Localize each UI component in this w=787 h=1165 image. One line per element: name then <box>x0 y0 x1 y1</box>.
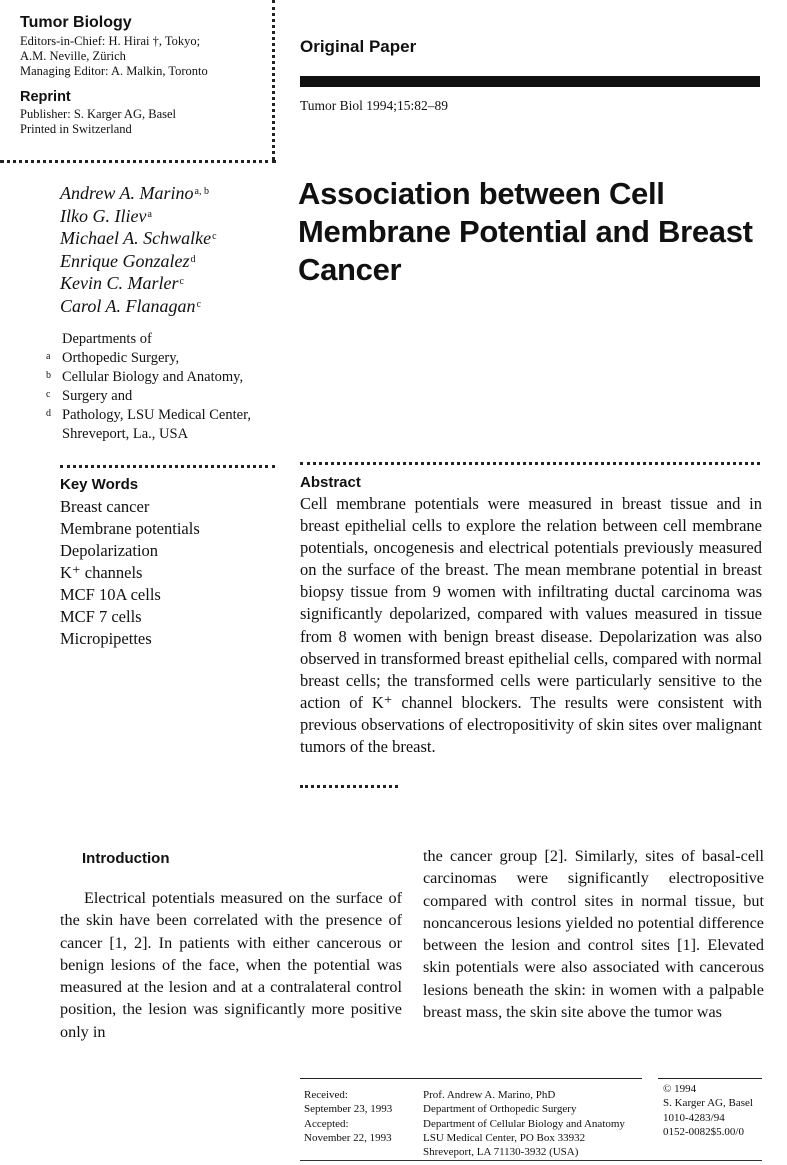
affiliation-item <box>46 406 286 425</box>
author-name: Andrew A. Marino <box>60 183 194 203</box>
journal-title: Tumor Biology <box>20 14 132 31</box>
address-line: Department of Cellular Biology and Anatomy <box>423 1117 625 1130</box>
author <box>60 272 280 295</box>
journal-info-box <box>20 14 270 137</box>
author-list <box>60 182 280 317</box>
received-date: September 23, 1993 <box>304 1103 393 1116</box>
affiliation-mark: c <box>46 389 51 400</box>
author-affiliation-mark: d <box>190 253 196 265</box>
copyright-block <box>663 1082 773 1139</box>
keyword: Membrane potentials <box>60 519 200 538</box>
box-dotted-border <box>272 0 275 160</box>
paper-title: Association between Cell Membrane Potential and Breast Cancer <box>298 176 753 287</box>
copyright-line: 1010-4283/94 <box>663 1111 725 1124</box>
author <box>60 205 280 228</box>
footer-bottom-rule <box>300 1160 762 1161</box>
author-name: Carol A. Flanagan <box>60 295 196 316</box>
author-affiliation-mark: c <box>179 276 184 287</box>
address-line: Department of Orthopedic Surgery <box>423 1103 577 1116</box>
author-name: Kevin C. Marler <box>60 273 179 293</box>
affiliation-item <box>46 425 286 444</box>
keyword: MCF 10A cells <box>60 585 161 604</box>
footer-rule <box>658 1078 762 1079</box>
author-affiliation-mark: a <box>147 208 152 220</box>
affiliation-mark: d <box>46 408 51 419</box>
abstract-end-divider <box>300 785 398 788</box>
abstract-section <box>300 474 762 758</box>
author <box>60 250 280 273</box>
affiliation-mark: a <box>46 351 51 362</box>
abstract-heading: Abstract <box>300 474 361 491</box>
author-name: Ilko G. Iliev <box>60 205 147 226</box>
author-affiliation-mark: a, b <box>194 186 209 197</box>
affiliation-item <box>46 368 286 387</box>
author-affiliation-mark: c <box>212 231 217 242</box>
printed-line: Printed in Switzerland <box>20 122 132 136</box>
reprint-label: Reprint <box>20 89 71 105</box>
affiliation-item <box>46 387 286 406</box>
journal-editor-line: Managing Editor: A. Malkin, Toronto <box>20 64 208 78</box>
keywords-divider <box>60 465 275 468</box>
section-label: Original Paper <box>300 37 417 56</box>
accepted-label: Accepted: <box>304 1117 349 1130</box>
correspondence-address <box>423 1088 653 1159</box>
journal-editor-line: Editors-in-Chief: H. Hirai †, Tokyo; <box>20 34 201 48</box>
author-name: Michael A. Schwalke <box>60 228 212 248</box>
introduction-heading: Introduction <box>82 850 170 867</box>
affiliation-text: Cellular Biology and Anatomy, <box>62 369 244 385</box>
author <box>60 295 280 318</box>
author-affiliation-mark: c <box>196 298 201 310</box>
accepted-date: November 22, 1993 <box>304 1131 392 1144</box>
address-line: LSU Medical Center, PO Box 33932 <box>423 1131 586 1144</box>
keyword: Breast cancer <box>60 497 150 516</box>
keywords-heading: Key Words <box>60 476 139 493</box>
keyword: K⁺ channels <box>60 563 143 582</box>
introduction-column-right: the cancer group [2]. Similarly, sites of basal-cell carcinomas were significantly electropositive compared with control sites in normal tissue, but noncancerous lesions yielded no potential difference between the lesion and control sites [1]. Elevated skin potentials were also associated with cancerous lesions beneath the skin: in women with a palpable breast mass, the skin site above the tumor was <box>423 847 764 1022</box>
box-dotted-border <box>0 160 276 163</box>
affiliation-text: Surgery and <box>62 388 133 404</box>
affiliation-mark: b <box>46 370 51 381</box>
keyword: MCF 7 cells <box>60 607 142 626</box>
affiliations <box>46 330 286 444</box>
journal-editor-line: A.M. Neville, Zürich <box>20 49 126 63</box>
abstract-divider <box>300 462 760 465</box>
affiliation-text: Orthopedic Surgery, <box>62 350 180 366</box>
footer-rule <box>300 1078 642 1079</box>
affiliation-text: Pathology, LSU Medical Center, <box>62 407 251 423</box>
author <box>60 227 280 250</box>
author-name: Enrique Gonzalez <box>60 250 190 271</box>
affiliation-text: Shreveport, La., USA <box>62 426 189 442</box>
copyright-line: © 1994 <box>663 1083 697 1095</box>
author <box>60 182 280 205</box>
abstract-text: Cell membrane potentials were measured in breast tissue and in breast epithelial cells to explore the relation between cell membrane potentials, oncogenesis and electrical potentials previously measured on the surface of the breast. The mean membrane potential in breast biopsy tissue from 9 women with infiltrating ductal carcinoma was significantly depolarized, compared with values measured in tissue from 8 women with benign breast disease. Depolarization was also observed in transformed breast epithelial cells, compared with normal breast cells; the transformed cells were particularly sensitive to the action of K⁺ channel blockers. The results were consistent with previous observations of electropositivity of skin sites over malignant tumors of the breast. <box>300 494 762 757</box>
affiliation-intro: Departments of <box>62 331 152 347</box>
received-dates <box>304 1088 414 1145</box>
copyright-line: S. Karger AG, Basel <box>663 1097 753 1110</box>
copyright-line: 0152-0082$5.00/0 <box>663 1125 744 1138</box>
introduction-column-left: Electrical potentials measured on the surface of the skin have been correlated with the presence of cancer [1, 2]. In patients with either cancerous or benign lesions of the face, when the potential was measured at the lesion and at a contralateral control position, the lesion was significantly more positive only in <box>60 889 402 1041</box>
received-label: Received: <box>304 1089 348 1101</box>
address-line: Shreveport, LA 71130-3932 (USA) <box>423 1146 579 1159</box>
keyword: Depolarization <box>60 541 159 560</box>
affiliation-item <box>46 349 286 368</box>
address-line: Prof. Andrew A. Marino, PhD <box>423 1089 556 1101</box>
keyword: Micropipettes <box>60 629 152 648</box>
header-rule <box>300 76 760 87</box>
publisher-line: Publisher: S. Karger AG, Basel <box>20 107 177 121</box>
keywords-section <box>60 476 275 650</box>
citation: Tumor Biol 1994;15:82–89 <box>300 98 449 113</box>
